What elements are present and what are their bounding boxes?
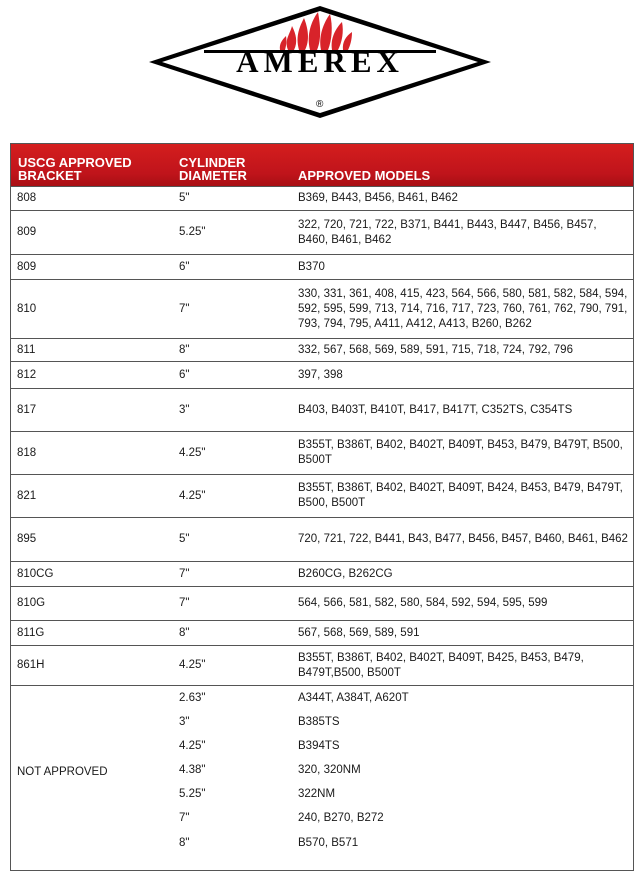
diameter-cell: 5.25": [179, 787, 206, 800]
models-cell: B260CG, B262CG: [298, 567, 393, 580]
models-cell: 322NM: [298, 787, 336, 800]
header-models: APPROVED MODELS: [298, 168, 431, 183]
models-cell: B385TS: [298, 715, 340, 728]
models-cell: A344T, A384T, A620T: [298, 691, 409, 704]
diameter-cell: 4.25": [179, 659, 206, 671]
bracket-cell: 810: [17, 302, 37, 315]
bracket-cell: 808: [17, 192, 37, 204]
bracket-cell: 809: [17, 260, 37, 273]
models-cell: B355T, B386T, B402, B402T, B409T, B424, B453, B479, B479T, B500, B500T: [298, 482, 623, 509]
not-approved-label: NOT APPROVED: [17, 766, 108, 778]
not-approved-row: [11, 782, 633, 806]
diameter-cell: 4.38": [179, 763, 206, 776]
bracket-cell: 810CG: [17, 567, 54, 580]
models-cell: B370: [298, 260, 325, 273]
table-row: [11, 279, 633, 338]
models-cell: 567, 568, 569, 589, 591: [298, 626, 420, 639]
not-approved-row: [11, 734, 633, 758]
table-row: [11, 431, 633, 474]
models-cell: 330, 331, 361, 408, 415, 423, 564, 566, 580, 581, 582, 584, 594, 592, 595, 599, 713, 714, 716, 717, 723, 760, 761, 762, 790, 791, 793, 794, 795, A411, A412, A413, B260, B262: [298, 287, 628, 330]
models-cell: 322, 720, 721, 722, B371, B441, B443, B447, B456, B457, B460, B461, B462: [298, 218, 597, 246]
table-row: [11, 361, 633, 388]
header-bracket-line1: USCG APPROVED: [18, 155, 132, 170]
not-approved-row: [11, 806, 633, 830]
table-row: [11, 645, 633, 685]
diameter-cell: 7": [179, 567, 190, 580]
models-cell: 240, B270, B272: [298, 811, 384, 824]
diameter-cell: 4.25": [179, 446, 206, 459]
not-approved-group: [11, 685, 633, 858]
table-row: [11, 561, 633, 586]
diameter-cell: 8": [179, 626, 190, 639]
diameter-cell: 7": [179, 597, 190, 609]
registered-mark: ®: [316, 99, 324, 110]
models-cell: 320, 320NM: [298, 763, 361, 776]
table-row: [11, 517, 633, 561]
diameter-cell: 8": [179, 836, 190, 849]
diameter-cell: 6": [179, 368, 190, 381]
bracket-approval-table: [10, 143, 634, 871]
bracket-cell: 809: [17, 226, 37, 238]
bracket-cell: 810G: [17, 597, 46, 609]
models-cell: B403, B403T, B410T, B417, B417T, C352TS, C354TS: [298, 403, 573, 416]
models-cell: 397, 398: [298, 368, 343, 381]
not-approved-row: [11, 831, 633, 855]
bracket-cell: 811: [17, 343, 36, 356]
not-approved-row: [11, 686, 633, 710]
not-approved-row: [11, 710, 633, 734]
models-cell: 332, 567, 568, 569, 589, 591, 715, 718, 724, 792, 796: [298, 343, 573, 356]
bracket-cell: 817: [17, 403, 37, 416]
diameter-cell: 5": [179, 192, 190, 204]
table-row: [11, 254, 633, 279]
diameter-cell: 4.25": [179, 739, 206, 752]
diameter-cell: 6": [179, 260, 190, 273]
diameter-cell: 3": [179, 403, 190, 416]
table-row: [11, 186, 633, 210]
bracket-cell: 818: [17, 446, 37, 459]
diameter-cell: 4.25": [179, 489, 206, 502]
models-cell: B355T, B386T, B402, B402T, B409T, B425, B453, B479, B479T,B500, B500T: [298, 651, 584, 679]
table-row: [11, 388, 633, 431]
bracket-cell: 812: [17, 368, 37, 381]
bracket-cell: 861H: [17, 659, 45, 671]
diameter-cell: 3": [179, 715, 190, 728]
models-cell: 564, 566, 581, 582, 580, 584, 592, 594, 595, 599: [298, 597, 548, 609]
bracket-cell: 821: [17, 489, 37, 502]
amerex-logo: [0, 0, 640, 140]
table-row: [11, 338, 633, 361]
table-header: [11, 144, 633, 186]
bracket-cell: 895: [17, 533, 37, 545]
diameter-cell: 5": [179, 533, 190, 545]
brand-name: AMEREX: [236, 44, 404, 79]
header-diameter-line1: CYLINDER: [179, 155, 246, 170]
table-row: [11, 620, 633, 645]
diameter-cell: 7": [179, 302, 190, 315]
not-approved-row: [11, 758, 633, 782]
header-diameter-line2: DIAMETER: [179, 168, 247, 183]
header-bracket-line2: BRACKET: [18, 168, 82, 183]
bracket-cell: 811G: [17, 626, 45, 639]
table-row: [11, 474, 633, 517]
models-cell: B355T, B386T, B402, B402T, B409T, B453, B479, B479T, B500, B500T: [298, 439, 623, 466]
models-cell: B394TS: [298, 739, 340, 752]
models-cell: B369, B443, B456, B461, B462: [298, 192, 458, 204]
models-cell: B570, B571: [298, 836, 359, 849]
diameter-cell: 2.63": [179, 691, 206, 704]
diameter-cell: 5.25": [179, 226, 206, 238]
table-row: [11, 586, 633, 620]
diameter-cell: 7": [179, 811, 190, 824]
header-bracket: [18, 156, 168, 182]
table-row: [11, 210, 633, 254]
header-diameter: [179, 156, 289, 182]
diameter-cell: 8": [179, 343, 190, 356]
models-cell: 720, 721, 722, B441, B43, B477, B456, B457, B460, B461, B462: [298, 533, 628, 545]
